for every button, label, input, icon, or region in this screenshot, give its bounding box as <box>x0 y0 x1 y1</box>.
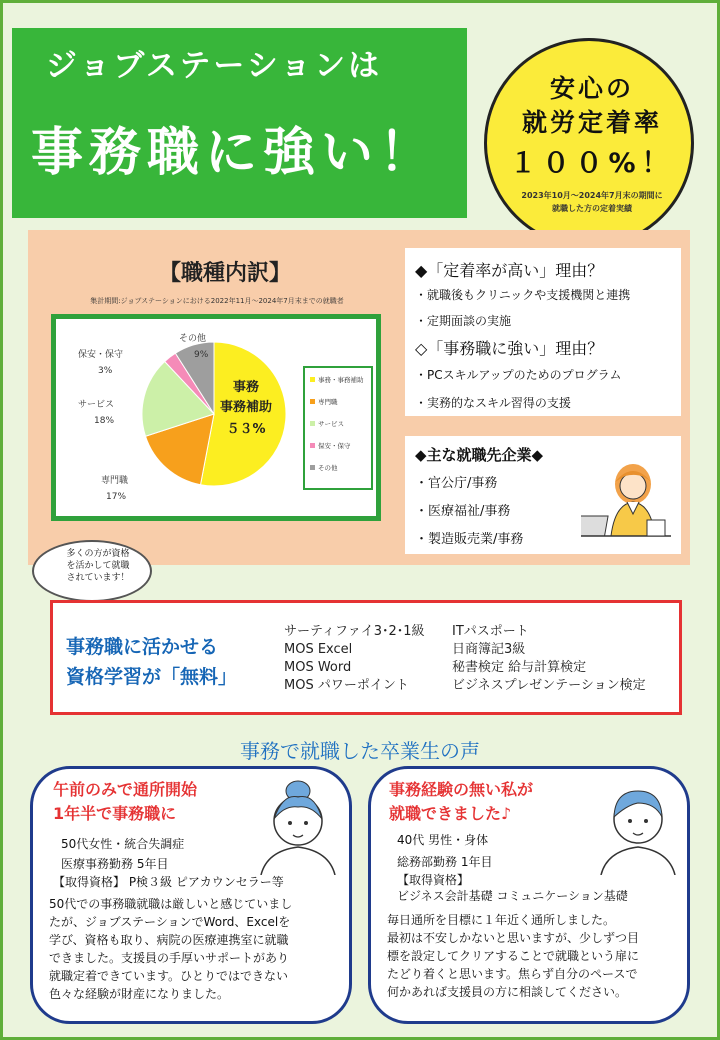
badge-line1: 安心の <box>549 74 634 103</box>
legend-swatch <box>310 399 315 404</box>
card-title-line2: 就職できました♪ <box>389 804 512 823</box>
label-jimu-pct: ５３% <box>226 422 266 437</box>
employer-item: ・製造販売業/事務 <box>415 532 524 547</box>
card-meta: 医療事務勤務 5年目 <box>61 857 169 871</box>
card-meta: 【取得資格】 <box>397 873 470 887</box>
reason-item: ・定期面談の実施 <box>415 314 512 328</box>
qualification-item: 日商簿記3級 <box>452 642 526 657</box>
voices-title: 事務で就職した卒業生の声 <box>240 739 480 763</box>
reason-item: ・就職後もクリニックや支援機関と連携 <box>415 288 631 302</box>
card-body-line: 毎日通所を目標に１年近く通所しました。 <box>387 913 616 927</box>
badge-line3: １００%！ <box>509 148 675 179</box>
card-meta: 40代 男性・身体 <box>397 833 489 847</box>
card-meta: 50代女性・統合失調症 <box>61 837 185 851</box>
employer-item: ・医療福祉/事務 <box>415 504 511 519</box>
retention-badge <box>484 38 694 248</box>
man-avatar-icon <box>593 775 683 875</box>
employers-box <box>405 436 681 554</box>
legend-swatch <box>310 421 315 426</box>
speech-line: されています！ <box>66 573 130 583</box>
label-hoan-pct: 3% <box>98 366 113 376</box>
legend-swatch <box>310 377 315 382</box>
qualification-item: ビジネスプレゼンテーション検定 <box>452 678 646 693</box>
employers-heading: ◆主な就職先企業◆ <box>415 446 544 464</box>
reason-heading-office: ◇「事務職に強い」理由？ <box>415 339 604 358</box>
label-other-name: その他 <box>179 334 207 344</box>
legend-label: 保安・保守 <box>318 442 351 450</box>
card-body <box>49 895 292 1003</box>
qualification-item: MOS パワーポイント <box>284 678 409 693</box>
pie-legend <box>304 367 372 489</box>
qualification-item: MOS Excel <box>284 642 353 657</box>
card-body-line: 学び、資格も取り、病院の医療連携室に就職 <box>49 933 289 947</box>
card-body-line: 就職定着できています。ひとりではできない <box>49 969 289 983</box>
reason-item: ・実務的なスキル習得の支援 <box>415 396 571 410</box>
badge-note-line1: 2023年10月～2024年7月末の期間に <box>521 191 663 200</box>
legend-label: その他 <box>318 464 338 472</box>
header-subtitle: ジョブステーションは <box>45 48 383 84</box>
qualification-item: サーティファイ3･2･1級 <box>284 624 425 639</box>
label-other-pct: 9% <box>194 350 209 360</box>
card-meta: 【取得資格】 P検３級 ピアカウンセラー等 <box>53 875 284 889</box>
label-senmon-name: 専門職 <box>101 476 129 486</box>
legend-label: サービス <box>318 420 344 428</box>
speech-line: 多くの方が資格 <box>66 549 130 559</box>
employer-item: ・官公庁/事務 <box>415 476 498 491</box>
card-title-line2: 1年半で事務職に <box>53 804 177 823</box>
qualifications-heading <box>66 632 237 692</box>
label-hoan-name: 保安・保守 <box>78 350 124 360</box>
reason-heading-retention: ◆「定着率が高い」理由？ <box>415 261 604 280</box>
badge-line2: 就労定着率 <box>521 108 662 137</box>
card-title-line1: 午前のみで通所開始 <box>53 780 198 799</box>
qualifications-heading-line2: 資格学習が「無料」 <box>66 666 238 688</box>
testimonial-card-right <box>368 766 690 1024</box>
label-jimu-line2: 事務補助 <box>219 400 273 415</box>
qualification-item: 秘書検定 給与計算検定 <box>452 660 587 675</box>
pie-chart <box>56 319 376 516</box>
woman-avatar-icon <box>253 775 343 875</box>
chart-frame <box>51 314 381 521</box>
label-service-pct: 18% <box>94 416 115 426</box>
card-meta: ビジネス会計基礎 コミュニケーション基礎 <box>397 889 628 903</box>
label-jimu-line1: 事務 <box>232 380 260 395</box>
card-body-line: 標を設定してクリアすることで就職という扉に <box>387 949 640 963</box>
card-body-line: 色々な経験が財産になりました。 <box>49 987 230 1001</box>
legend-swatch <box>310 465 315 470</box>
breakdown-title: 【職種内訳】 <box>158 261 291 286</box>
testimonial-card-left <box>30 766 352 1024</box>
period-note: 集計期間:ジョブステーションにおける2022年11月～2024年7月末までの就職者 <box>90 297 344 305</box>
card-body-line: 何かあれば支援員の方に相談してください。 <box>387 985 628 999</box>
qualifications-heading-line1: 事務職に活かせる <box>66 636 219 658</box>
card-body-line: 最初は不安しかないと思いますが、少しずつ目 <box>387 931 640 945</box>
card-body <box>387 911 639 1001</box>
card-body-line: たどり着くと思います。焦らず自分のペースで <box>387 967 638 981</box>
card-title-line1: 事務経験の無い私が <box>389 780 534 799</box>
header-title: 事務職に強い！ <box>30 123 437 183</box>
qualification-item: ITパスポート <box>452 624 529 639</box>
reasons-box <box>405 248 681 416</box>
legend-label: 事務・事務補助 <box>318 376 364 384</box>
badge-note <box>507 189 677 215</box>
label-service-name: サービス <box>78 400 115 410</box>
speech-bubble-text <box>58 548 138 584</box>
reason-item: ・PCスキルアップのためのプログラム <box>415 368 622 382</box>
legend-swatch <box>310 443 315 448</box>
card-meta: 総務部勤務 1年目 <box>397 855 493 869</box>
card-body-line: たが、ジョブステーションでWord、Excelを <box>49 915 291 929</box>
woman-at-laptop-illustration <box>581 454 675 546</box>
legend-label: 専門職 <box>318 398 338 406</box>
card-body-line: 50代での事務職就職は厳しいと感じていまし <box>49 897 293 911</box>
card-body-line: できました。支援員の手厚いサポートがあり <box>49 951 290 965</box>
speech-line: を活かして就職 <box>66 561 130 571</box>
qualification-item: MOS Word <box>284 660 352 675</box>
label-senmon-pct: 17% <box>106 492 127 502</box>
badge-note-line2: 就職した方の定着実績 <box>552 204 632 213</box>
